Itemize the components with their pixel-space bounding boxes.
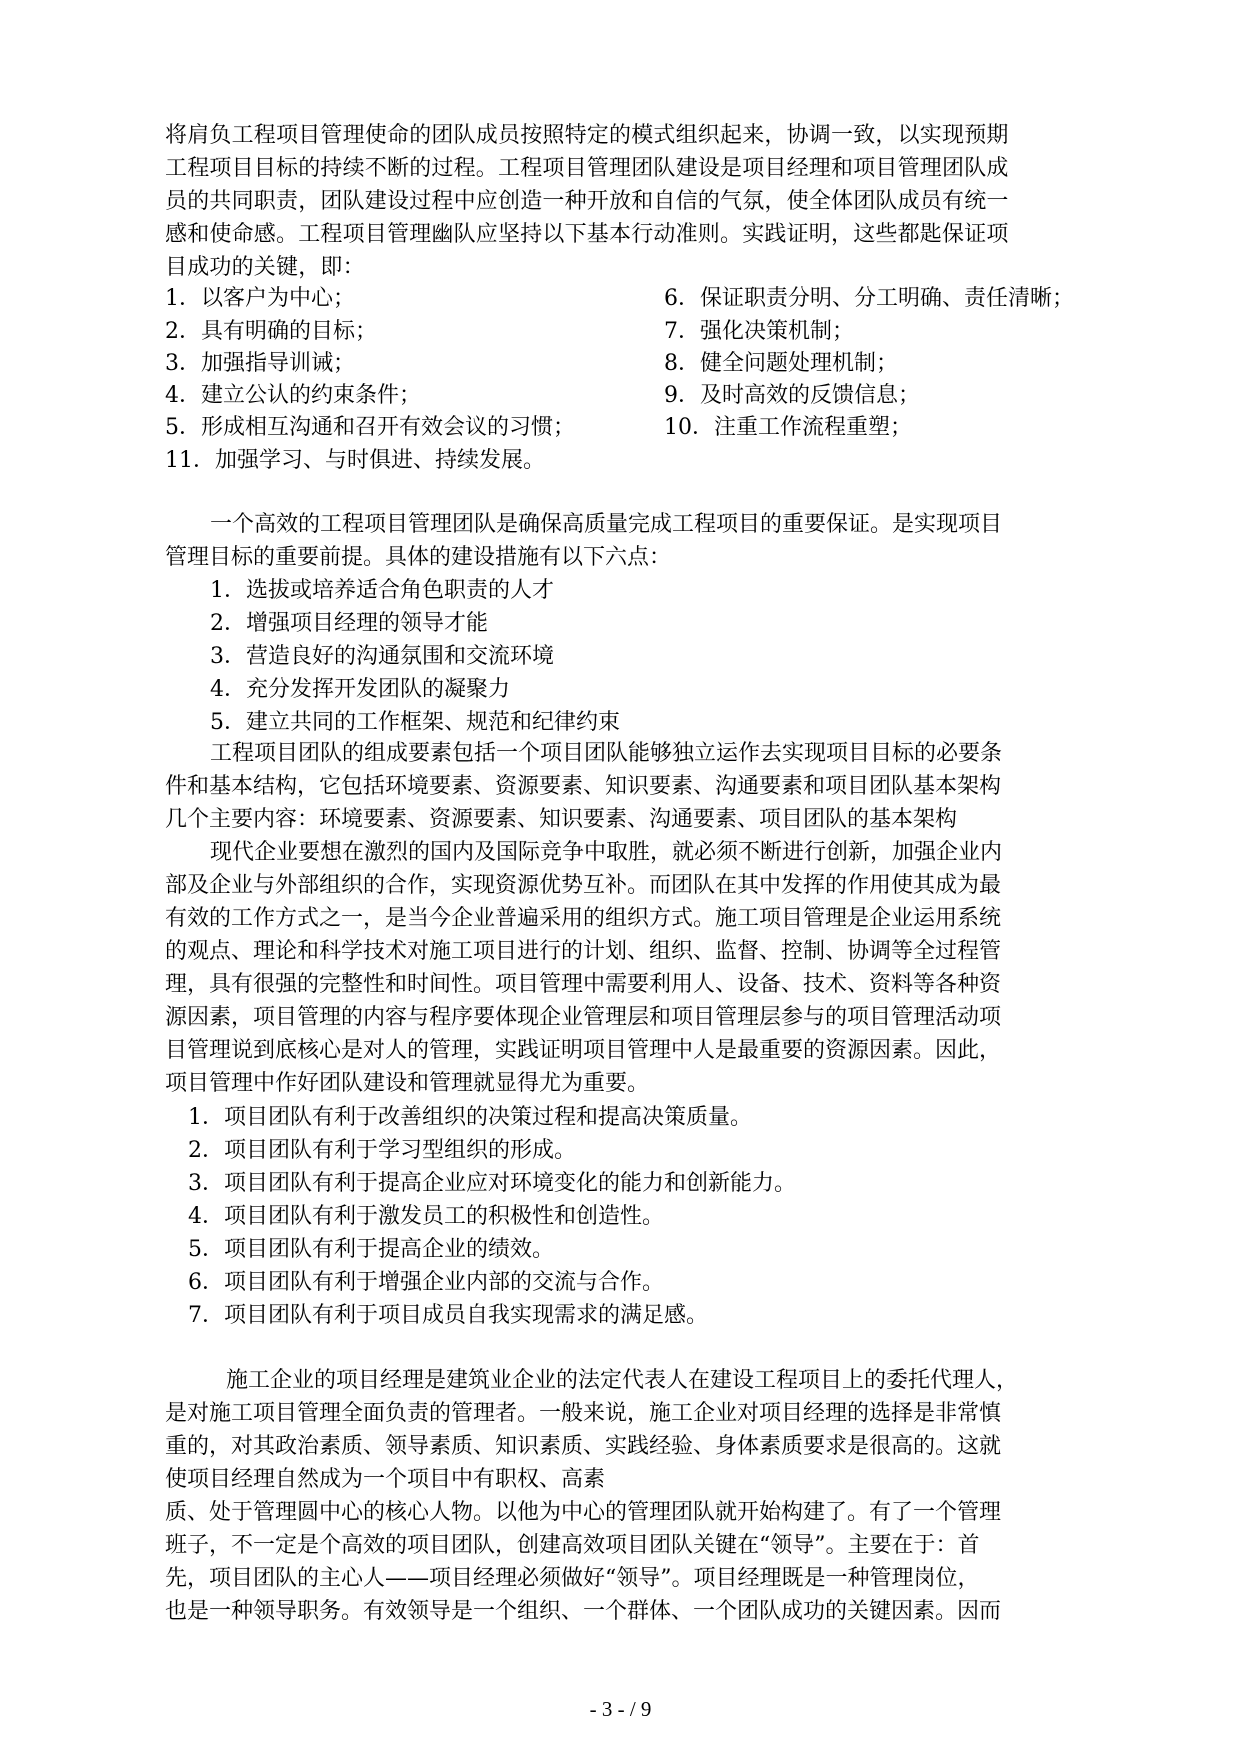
text-line: 班子，不一定是个高效的项目团队，创建高效项目团队关键在“领导”。主要在于：首: [165, 1533, 980, 1558]
text-line: 将肩负工程项目管理使命的团队成员按照特定的模式组织起来，协调一致，以实现预期: [165, 123, 1009, 148]
text-line: 部及企业与外部组织的合作，实现资源优势互补。而团队在其中发挥的作用使其成为最: [165, 873, 1002, 898]
text-line: 质、处于管理圆中心的核心人物。以他为中心的管理团队就开始构建了。有了一个管理: [165, 1500, 1002, 1525]
text-line: 也是一种领导职务。有效领导是一个组织、一个群体、一个团队成功的关键因素。因而: [165, 1599, 1002, 1624]
list-item: 4．充分发挥开发团队的凝聚力: [210, 677, 510, 702]
text-line: 员的共同职责，团队建设过程中应创造一种开放和自信的气氛，使全体团队成员有统一: [165, 189, 1009, 214]
text-line: 件和基本结构，它包括环境要素、资源要素、知识要素、沟通要素和项目团队基本架构: [165, 774, 1002, 799]
text-line: 先，项目团队的主心人——项目经理必须做好“领导”。项目经理既是一种管理岗位，: [165, 1566, 980, 1591]
list-item: 11．加强学习、与时俱进、持续发展。: [165, 448, 545, 473]
list-item: 6．项目团队有利于增强企业内部的交流与合作。: [188, 1270, 664, 1295]
page-number: - 3 - / 9: [589, 1697, 652, 1721]
text-line: 源因素，项目管理的内容与程序要体现企业管理层和项目管理层参与的项目管理活动项: [165, 1005, 1002, 1030]
text-line: 几个主要内容：环境要素、资源要素、知识要素、沟通要素、项目团队的基本架构: [165, 807, 958, 832]
text-line: 是对施工项目管理全面负责的管理者。一般来说，施工企业对项目经理的选择是非常慎: [165, 1401, 1002, 1426]
text-line: 工程项目目标的持续不断的过程。工程项目管理团队建设是项目经理和项目管理团队成: [165, 156, 1009, 181]
list-item: 4．项目团队有利于激发员工的积极性和创造性。: [188, 1204, 664, 1229]
list-item: 8．健全问题处理机制；: [664, 351, 898, 376]
list-item: 3．加强指导训诫；: [165, 351, 355, 376]
list-item: 6．保证职责分明、分工明确、责任清晰；: [664, 286, 1074, 311]
list-item: 9．及时高效的反馈信息；: [664, 383, 920, 408]
text-line: 项目管理中作好团队建设和管理就显得尤为重要。: [165, 1071, 650, 1096]
list-item: 3．项目团队有利于提高企业应对环境变化的能力和创新能力。: [188, 1171, 796, 1196]
text-line: 工程项目团队的组成要素包括一个项目团队能够独立运作去实现项目目标的必要条: [210, 741, 1003, 766]
list-item: 7．强化决策机制；: [664, 319, 854, 344]
list-item: 2．增强项目经理的领导才能: [210, 611, 488, 636]
text-line: 管理目标的重要前提。具体的建设措施有以下六点：: [165, 545, 672, 570]
text-line: 一个高效的工程项目管理团队是确保高质量完成工程项目的重要保证。是实现项目: [210, 512, 1003, 537]
text-line: 施工企业的项目经理是建筑业企业的法定代表人在建设工程项目上的委托代理人，: [226, 1368, 1019, 1393]
list-item: 5．建立共同的工作框架、规范和纪律约束: [210, 710, 620, 735]
list-item: 1．项目团队有利于改善组织的决策过程和提高决策质量。: [188, 1105, 752, 1130]
list-item: 2．项目团队有利于学习型组织的形成。: [188, 1138, 576, 1163]
list-item: 3．营造良好的沟通氛围和交流环境: [210, 644, 554, 669]
text-line: 理，具有很强的完整性和时间性。项目管理中需要利用人、设备、技术、资料等各种资: [165, 972, 1002, 997]
list-item: 1．以客户为中心；: [165, 286, 355, 311]
list-item: 5．项目团队有利于提高企业的绩效。: [188, 1237, 554, 1262]
text-line: 使项目经理自然成为一个项目中有职权、高素: [165, 1467, 606, 1492]
text-line: 目管理说到底核心是对人的管理，实践证明项目管理中人是最重要的资源因素。因此，: [165, 1038, 1002, 1063]
list-item: 4．建立公认的约束条件；: [165, 383, 421, 408]
text-line: 感和使命感。工程项目管理幽队应坚持以下基本行动准则。实践证明，这些都匙保证项: [165, 222, 1009, 247]
text-line: 的观点、理论和科学技术对施工项目进行的计划、组织、监督、控制、协调等全过程管: [165, 939, 1002, 964]
text-line: 重的，对其政治素质、领导素质、知识素质、实践经验、身体素质要求是很高的。这就: [165, 1434, 1002, 1459]
list-item: 10．注重工作流程重塑；: [664, 415, 912, 440]
text-line: 有效的工作方式之一，是当今企业普遍采用的组织方式。施工项目管理是企业运用系统: [165, 906, 1002, 931]
text-line: 现代企业要想在激烈的国内及国际竞争中取胜，就必须不断进行创新，加强企业内: [210, 840, 1003, 865]
list-item: 5．形成相互沟通和召开有效会议的习惯；: [165, 415, 575, 440]
list-item: 1．选拔或培养适合角色职责的人才: [210, 578, 554, 603]
list-item: 2．具有明确的目标；: [165, 319, 377, 344]
list-item: 7．项目团队有利于项目成员自我实现需求的满足感。: [188, 1303, 708, 1328]
text-line: 目成功的关键，即：: [165, 255, 365, 280]
